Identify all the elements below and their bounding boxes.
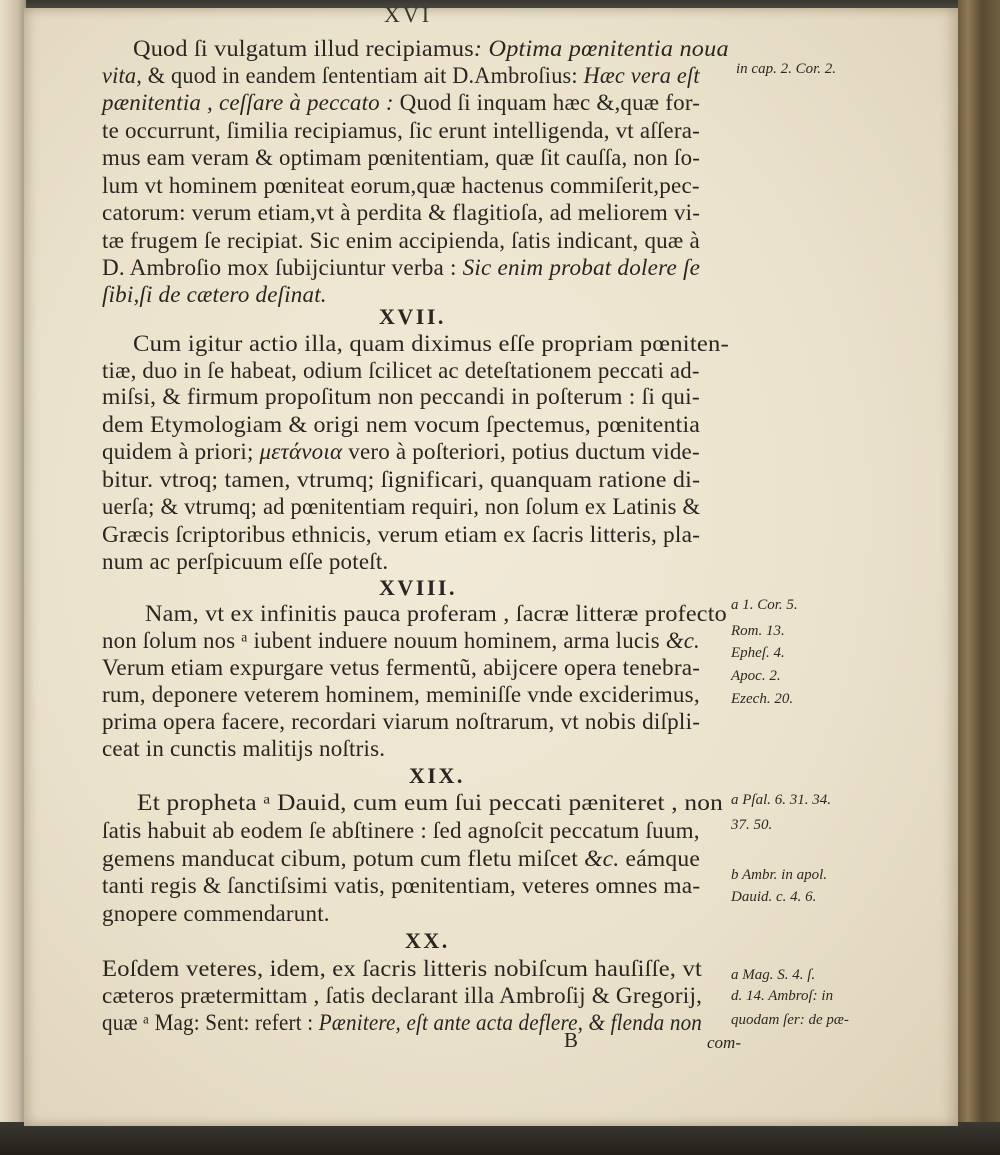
roman-text: Eoſdem veteres, idem, ex ſacris litteris nobiſcum hauſiſſe, vt [102,956,703,981]
running-head: XVI [384,2,433,27]
roman-text: cæteros prætermittam , ſatis declarant illa Ambroſij & Gregorij, [102,983,703,1008]
text-line [102,736,385,762]
margin-note: Dauid. c. 4. 6. [731,889,817,905]
roman-text: Et propheta ᵃ Dauid, cum eum ſui peccati pæniteret , non [137,790,724,815]
italic-text: : Optima pœnitentia noua [473,36,729,61]
book-page [24,2,958,1126]
text-line [102,709,700,735]
italic-text: Hæc vera eſt [583,63,700,88]
margin-note: b Ambr. in apol. [731,867,827,883]
text-line [102,655,700,681]
signature-mark: B [564,1028,579,1052]
text-line [137,790,723,816]
section-heading: XIX. [409,763,465,788]
text-line [102,384,700,410]
text-line [102,412,700,438]
margin-note: Ezech. 20. [731,691,794,707]
roman-text: quidem à priori; [102,439,260,464]
text-line [102,956,702,982]
text-line [133,331,729,357]
roman-text: bitur. vtroq; tamen, vtrumq; ſignificari, quanquam ratione di- [102,467,701,492]
text-line [102,63,700,89]
roman-text: ſatis habuit ab eodem ſe abſtinere : ſed agnoſcit peccatum ſuum, [102,818,700,843]
text-line [102,200,700,226]
roman-text: lum vt hominem pœniteat eorum,quæ hactenus commiſerit,pec- [102,173,700,198]
text-line [102,145,700,171]
text-line [102,1010,702,1036]
roman-text: vero à poſteriori, potius ductum vide- [342,439,700,464]
text-line [102,282,327,308]
roman-text: Verum etiam expurgare vetus fermentũ, abijcere opera tenebra- [102,655,701,680]
text-line [102,682,700,708]
text-line [102,873,700,899]
roman-text: Græcis ſcriptoribus ethnicis, verum etiam ex ſacris litteris, pla- [102,522,701,547]
roman-text: gnopere commendarunt. [102,901,330,926]
margin-note: Rom. 13. [731,623,785,639]
italic-text: &c. [584,846,620,871]
text-line [145,601,727,627]
text-line [102,118,700,144]
italic-text: &c. [665,628,700,653]
roman-text: catorum: verum etiam,vt à perdita & flagitioſa, ad meliorem vi- [102,200,701,225]
bottom-edge [0,1122,1000,1155]
roman-text: dem Etymologiam & origi nem vocum ſpectemus, pœnitentia [102,412,701,437]
text-line [102,494,700,520]
margin-note: a Pſal. 6. 31. 34. [731,792,831,808]
margin-note: a Mag. S. 4. ſ. [731,967,816,983]
text-line [102,90,700,116]
roman-text: miſsi, & firmum propoſitum non peccandi in poſterum : ſi qui- [102,384,700,409]
italic-text: vita, [102,63,142,88]
roman-text: non ſolum nos ᵃ iubent induere nouum hominem, arma lucis [102,628,666,653]
book-cover-edge [958,0,1000,1155]
section-heading: XVII. [379,304,446,329]
italic-text: ſibi,ſi de cætero deſinat. [102,282,327,307]
margin-note: in cap. 2. Cor. 2. [736,61,837,77]
text-line [102,439,700,465]
roman-text: num ac perſpicuum eſſe poteſt. [102,549,389,574]
italic-text: pænitentia , ceſſare à peccato : [102,90,394,115]
text-line [102,522,700,548]
roman-text: mus eam veram & optimam pœnitentiam, quæ ſit cauſſa, non ſo- [102,145,701,170]
text-line [102,358,700,384]
margin-note: Apoc. 2. [731,668,781,684]
roman-text: Nam, vt ex infinitis pauca proferam , ſacræ litteræ profecto [145,601,727,626]
text-line [102,628,700,654]
roman-text: te occurrunt, ſimilia recipiamus, ſic erunt intelligenda, vt aſſera- [102,118,700,143]
roman-text: ceat in cunctis malitijs noſtris. [102,736,386,761]
section-heading: XX. [405,928,450,953]
text-line [102,983,702,1009]
text-line [102,846,700,872]
roman-text: gemens manducat cibum, potum cum fletu miſcet [102,846,585,871]
section-heading: XVIII. [379,575,457,600]
text-line [102,255,700,281]
binding-edge [0,0,26,1155]
roman-text: tanti regis & ſanctiſsimi vatis, pœnitentiam, veteres omnes ma- [102,873,701,898]
roman-text: tæ frugem ſe recipiat. Sic enim accipienda, ſatis indicant, quæ à [102,228,700,253]
text-line [102,228,700,254]
roman-text: tiæ, duo in ſe habeat, odium ſcilicet ac deteſtationem peccati ad- [102,358,700,383]
margin-note: d. 14. Ambroſ: in [731,988,834,1004]
text-line [133,36,729,62]
roman-text: prima opera facere, recordari viarum noſtrarum, vt nobis diſpli- [102,709,701,734]
roman-text: D. Ambroſio mox ſubijciuntur verba : [102,255,463,280]
catchword: com- [707,1033,741,1052]
italic-text: Sic enim probat dolere ſe [462,255,701,280]
margin-note: 37. 50. [731,817,773,833]
text-line [102,818,700,844]
roman-text: Quod ſi vulgatum illud recipiamus [133,36,474,61]
margin-note: Epheſ. 4. [731,645,785,661]
margin-note: a 1. Cor. 5. [731,597,798,613]
roman-text: & quod in eandem ſententiam ait D.Ambroſius: [141,63,584,88]
roman-text: Quod ſi inquam hæc &,quæ for- [393,90,701,115]
roman-text: eámque [619,846,701,871]
roman-text: uerſa; & vtrumq; ad pœnitentiam requiri, non ſolum ex Latinis & [102,494,701,519]
text-line [102,467,700,493]
text-line [102,173,700,199]
roman-text: Cum igitur actio illa, quam diximus eſſe propriam pœniten- [133,331,729,356]
italic-text: Pænitere, eſt ante acta deflere, & flenda non [318,1010,703,1035]
roman-text: rum, deponere veterem hominem, meminiſſe vnde exciderimus, [102,682,700,707]
text-line [102,901,330,927]
margin-note: quodam ſer: de pæ- [731,1012,849,1028]
text-line [102,549,388,575]
italic-text: μετάνοια [259,439,343,464]
roman-text: quæ ᵃ Mag: Sent: refert : [102,1010,319,1035]
